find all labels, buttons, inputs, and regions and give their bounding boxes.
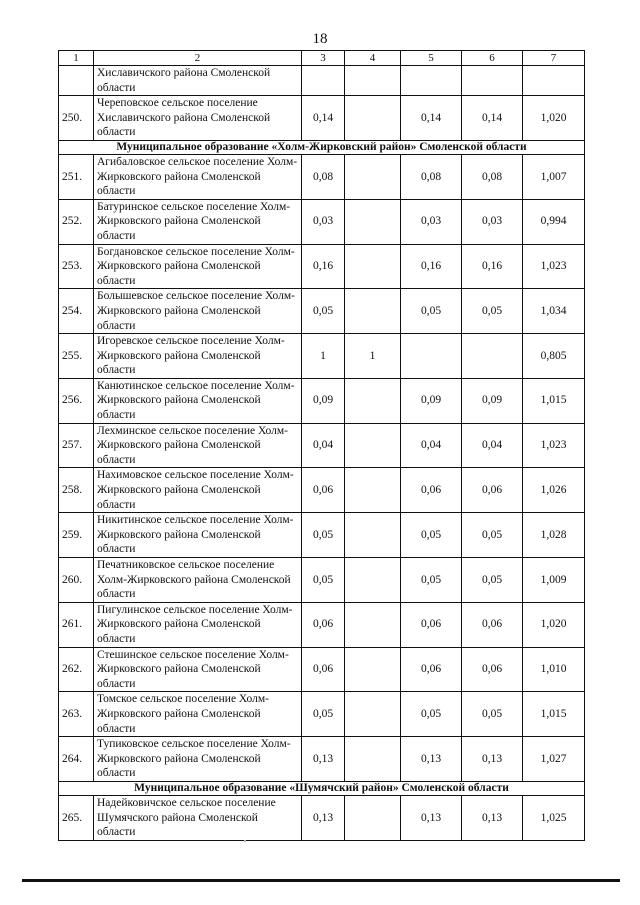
cell-col-7: 1,023 xyxy=(523,244,585,289)
cell-col-6: 0,04 xyxy=(462,423,523,468)
cell-col-6: 0,06 xyxy=(462,647,523,692)
cell-col-5: 0,06 xyxy=(401,647,462,692)
cell-col-7: 0,994 xyxy=(523,199,585,244)
cell-col-6: 0,09 xyxy=(462,378,523,423)
cell-col-4 xyxy=(345,378,401,423)
settlement-name: Батуринское сельское поселение Холм-Жирковского района Смоленской области xyxy=(94,199,302,244)
row-number: 262. xyxy=(59,647,94,692)
cell-col-3: 0,09 xyxy=(302,378,345,423)
cell-col-5: 0,05 xyxy=(401,513,462,558)
settlement-name: Хиславичского района Смоленской области xyxy=(94,66,302,96)
page-number: 18 xyxy=(312,31,328,47)
cell-col-5: 0,13 xyxy=(401,737,462,782)
cell-col-3: 0,14 xyxy=(302,96,345,141)
section-title: Муниципальное образование «Шумячский район» Смоленской области xyxy=(59,781,585,795)
cell-col-5: 0,16 xyxy=(401,244,462,289)
cell-col-6: 0,06 xyxy=(462,468,523,513)
row-number: 256. xyxy=(59,378,94,423)
column-header: 3 xyxy=(302,51,345,66)
row-number: 260. xyxy=(59,558,94,603)
row-number: 263. xyxy=(59,692,94,737)
cell-col-3: 0,06 xyxy=(302,647,345,692)
row-number xyxy=(59,66,94,96)
cell-col-3: 0,13 xyxy=(302,795,345,840)
cell-col-4 xyxy=(345,558,401,603)
cell-col-7: 1,027 xyxy=(523,737,585,782)
table-row xyxy=(59,154,585,199)
row-number: 264. xyxy=(59,737,94,782)
column-header: 5 xyxy=(401,51,462,66)
cell-col-6: 0,05 xyxy=(462,289,523,334)
cell-col-4 xyxy=(345,199,401,244)
cell-col-7: 1,007 xyxy=(523,154,585,199)
table-row xyxy=(59,795,585,840)
cell-col-7 xyxy=(523,66,585,96)
cell-col-5: 0,09 xyxy=(401,378,462,423)
cell-col-4 xyxy=(345,602,401,647)
cell-col-7: 0,805 xyxy=(523,334,585,379)
cell-col-3: 0,08 xyxy=(302,154,345,199)
cell-col-5: 0,13 xyxy=(401,795,462,840)
cell-col-3: 0,13 xyxy=(302,737,345,782)
table-row xyxy=(59,692,585,737)
cell-col-7: 1,026 xyxy=(523,468,585,513)
cell-col-4 xyxy=(345,513,401,558)
table-row xyxy=(59,737,585,782)
table-row xyxy=(59,423,585,468)
row-number: 261. xyxy=(59,602,94,647)
settlement-name: Нахимовское сельское поселение Холм-Жирковского района Смоленской области xyxy=(94,468,302,513)
settlement-name: Пигулинское сельское поселение Холм-Жирковского района Смоленской области xyxy=(94,602,302,647)
table-row xyxy=(59,378,585,423)
cell-col-4 xyxy=(345,795,401,840)
settlement-name: Никитинское сельское поселение Холм-Жирковского района Смоленской области xyxy=(94,513,302,558)
settlement-name: Стешинское сельское поселение Холм-Жирковского района Смоленской области xyxy=(94,647,302,692)
row-number: 250. xyxy=(59,96,94,141)
cell-col-7: 1,015 xyxy=(523,692,585,737)
settlement-name: Канютинское сельское поселение Холм-Жирковского района Смоленской области xyxy=(94,378,302,423)
table-row xyxy=(59,558,585,603)
row-number: 259. xyxy=(59,513,94,558)
table-row xyxy=(59,602,585,647)
cell-col-5: 0,08 xyxy=(401,154,462,199)
section-title: Муниципальное образование «Холм-Жирковский район» Смоленской области xyxy=(59,140,585,154)
cell-col-5: 0,05 xyxy=(401,558,462,603)
cell-col-6: 0,05 xyxy=(462,558,523,603)
cell-col-3: 0,05 xyxy=(302,692,345,737)
cell-col-7: 1,020 xyxy=(523,602,585,647)
column-header: 6 xyxy=(462,51,523,66)
cell-col-3: 0,03 xyxy=(302,199,345,244)
cell-col-6: 0,16 xyxy=(462,244,523,289)
cell-col-3: 0,06 xyxy=(302,468,345,513)
bottom-rule xyxy=(22,879,620,882)
table-row xyxy=(59,468,585,513)
table-row xyxy=(59,66,585,96)
cell-col-6: 0,14 xyxy=(462,96,523,141)
data-table xyxy=(58,50,585,841)
table-row xyxy=(59,647,585,692)
row-number: 253. xyxy=(59,244,94,289)
section-header-row xyxy=(59,140,585,154)
row-number: 255. xyxy=(59,334,94,379)
cell-col-4 xyxy=(345,423,401,468)
cell-col-4 xyxy=(345,244,401,289)
cell-col-6: 0,03 xyxy=(462,199,523,244)
table-header-row xyxy=(59,51,585,66)
cell-col-7: 1,020 xyxy=(523,96,585,141)
cell-col-5: 0,03 xyxy=(401,199,462,244)
cell-col-4 xyxy=(345,289,401,334)
cell-col-7: 1,015 xyxy=(523,378,585,423)
cell-col-6: 0,08 xyxy=(462,154,523,199)
cell-col-7: 1,009 xyxy=(523,558,585,603)
cell-col-7: 1,034 xyxy=(523,289,585,334)
cell-col-4 xyxy=(345,647,401,692)
cell-col-3 xyxy=(302,66,345,96)
table-row xyxy=(59,513,585,558)
scan-speck xyxy=(244,840,246,842)
cell-col-7: 1,028 xyxy=(523,513,585,558)
cell-col-4 xyxy=(345,66,401,96)
cell-col-4 xyxy=(345,154,401,199)
cell-col-5: 0,04 xyxy=(401,423,462,468)
row-number: 257. xyxy=(59,423,94,468)
cell-col-3: 0,05 xyxy=(302,558,345,603)
settlement-name: Печатниковское сельское поселение Холм-Жирковского района Смоленской области xyxy=(94,558,302,603)
settlement-name: Надейковичское сельское поселение Шумячского района Смоленской области xyxy=(94,795,302,840)
column-header: 7 xyxy=(523,51,585,66)
column-header: 4 xyxy=(345,51,401,66)
cell-col-5: 0,05 xyxy=(401,692,462,737)
table-row xyxy=(59,96,585,141)
cell-col-3: 0,05 xyxy=(302,289,345,334)
table-row xyxy=(59,334,585,379)
row-number: 252. xyxy=(59,199,94,244)
settlement-name: Игоревское сельское поселение Холм-Жирковского района Смоленской области xyxy=(94,334,302,379)
table-row xyxy=(59,244,585,289)
cell-col-7: 1,010 xyxy=(523,647,585,692)
cell-col-6: 0,06 xyxy=(462,602,523,647)
cell-col-3: 0,16 xyxy=(302,244,345,289)
cell-col-6: 0,13 xyxy=(462,737,523,782)
column-header: 1 xyxy=(59,51,94,66)
cell-col-6 xyxy=(462,334,523,379)
table-row xyxy=(59,199,585,244)
row-number: 254. xyxy=(59,289,94,334)
settlement-name: Лехминское сельское поселение Холм-Жирковского района Смоленской области xyxy=(94,423,302,468)
settlement-name: Томское сельское поселение Холм-Жирковского района Смоленской области xyxy=(94,692,302,737)
cell-col-4 xyxy=(345,692,401,737)
settlement-name: Череповское сельское поселение Хиславичского района Смоленской области xyxy=(94,96,302,141)
table-row xyxy=(59,289,585,334)
cell-col-7: 1,025 xyxy=(523,795,585,840)
cell-col-5: 0,14 xyxy=(401,96,462,141)
settlement-name: Агибаловское сельское поселение Холм-Жирковского района Смоленской области xyxy=(94,154,302,199)
cell-col-6: 0,05 xyxy=(462,513,523,558)
section-header-row xyxy=(59,781,585,795)
cell-col-4: 1 xyxy=(345,334,401,379)
cell-col-7: 1,023 xyxy=(523,423,585,468)
row-number: 251. xyxy=(59,154,94,199)
table-body xyxy=(59,66,585,841)
cell-col-5: 0,06 xyxy=(401,468,462,513)
cell-col-4 xyxy=(345,96,401,141)
settlement-name: Болышевское сельское поселение Холм-Жирковского района Смоленской области xyxy=(94,289,302,334)
cell-col-5 xyxy=(401,334,462,379)
cell-col-5: 0,06 xyxy=(401,602,462,647)
cell-col-3: 1 xyxy=(302,334,345,379)
cell-col-3: 0,05 xyxy=(302,513,345,558)
cell-col-5: 0,05 xyxy=(401,289,462,334)
row-number: 258. xyxy=(59,468,94,513)
settlement-name: Богдановское сельское поселение Холм-Жирковского района Смоленской области xyxy=(94,244,302,289)
row-number: 265. xyxy=(59,795,94,840)
column-header: 2 xyxy=(94,51,302,66)
cell-col-3: 0,04 xyxy=(302,423,345,468)
cell-col-4 xyxy=(345,468,401,513)
cell-col-3: 0,06 xyxy=(302,602,345,647)
cell-col-6 xyxy=(462,66,523,96)
cell-col-6: 0,05 xyxy=(462,692,523,737)
cell-col-4 xyxy=(345,737,401,782)
cell-col-5 xyxy=(401,66,462,96)
cell-col-6: 0,13 xyxy=(462,795,523,840)
settlement-name: Тупиковское сельское поселение Холм-Жирковского района Смоленской области xyxy=(94,737,302,782)
